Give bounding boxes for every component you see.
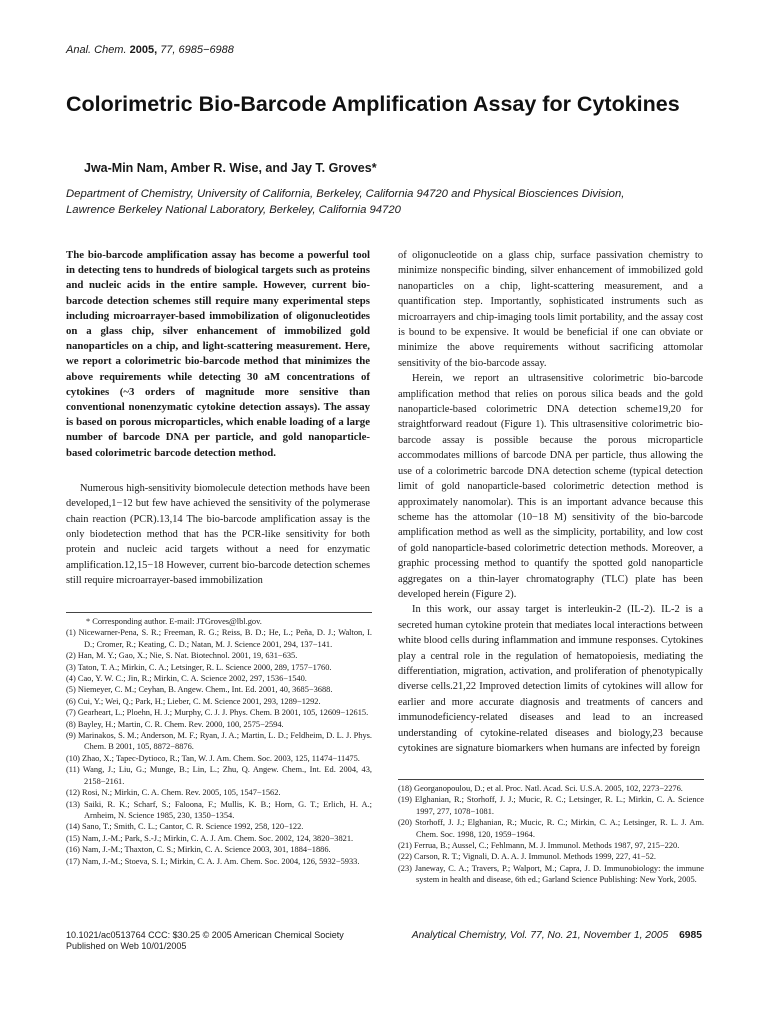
- corresponding-author-note: * Corresponding author. E-mail: JTGroves@lbl.gov.: [86, 617, 262, 626]
- article-title: Colorimetric Bio-Barcode Amplification Assay for Cytokines: [66, 92, 680, 116]
- reference-1: (1) Nicewarner-Pena, S. R.; Freeman, R. G.; Reiss, B. D.; He, L.; Peña, D. J.; Walton, I. D.; Cromer, R.; Keating, C. D.; Natan, M. J. Science 2001, 294, 137−141.: [66, 628, 372, 649]
- footer-doi: 10.1021/ac0513764 CCC: $30.25 © 2005 American Chemical Society: [66, 930, 344, 940]
- intro-paragraph: Numerous high-sensitivity biomolecule detection methods have been developed,1−12 but few have achieved the sensitivity of the polymerase chain reaction (PCR).13,14 The bio-barcode amplification assay is the only biodetection method that has the PCR-like sensitivity for both protein and nucleic acid targets without a need for enzymatic amplification.12,15−18 However, current bio-barcode detection schemes still require microarrayer-based immobilization: [66, 482, 370, 587]
- abstract: The bio-barcode amplification assay has become a powerful tool in detecting tens to hundreds of biological targets such as proteins and nucleic acids in the entire sample. However, current bio-barcode detection schemes still require many experimental steps including microarrayer-based immobilization of oligonucleotides on a glass chip, silver enhancement of immobilized gold nanoparticles on a chip, and light-scattering measurement. Here, we report a colorimetric bio-barcode method that minimizes the above requirements while detecting 30 aM concentrations of cytokines (~3 orders of magnitude more sensitive than conventional nonenzymatic cytokine detection assays). The assay is based on porous microparticles, which enable loading of a large number of barcode DNA per particle, and gold nanoparticle-based colorimetric barcode detection method.: [66, 249, 370, 459]
- body-paragraph-3: In this work, our assay target is interleukin-2 (IL-2). IL-2 is a secreted human cytokine protein that mediates local interactions between white blood cells during inflammation and immune responses. Cytokines play a central role in the regulation of hematopoiesis, mediating the differentiation, migration, activation, and proliferation of phenotypically diverse cells.21,22 Improved detection limits of cytokines will allow for earlier and more accurate diagnosis and treatments of cancers and immunodeficiency-related diseases and lead to an increased understanding of cytokine-related diseases and biology,23 because cytokines are signature biomarkers when humans are infected by foreign: [398, 604, 703, 754]
- references-right: [398, 779, 704, 886]
- footer-doi-block: [66, 930, 344, 952]
- reference-3: (3) Taton, T. A.; Mirkin, C. A.; Letsinger, R. L. Science 2000, 289, 1757−1760.: [66, 662, 332, 672]
- reference-9: (9) Marinakos, S. M.; Anderson, M. F.; Ryan, J. A.; Martin, L. D.; Feldheim, D. L. J. Phys. Chem. B 2001, 105, 8872−8876.: [66, 731, 372, 752]
- footer-journal-block: [412, 930, 702, 941]
- reference-16: (16) Nam, J.-M.; Thaxton, C. S.; Mirkin, C. A. Science 2003, 301, 1884−1886.: [66, 845, 331, 855]
- author-list: Jwa-Min Nam, Amber R. Wise, and Jay T. Groves*: [84, 161, 377, 175]
- journal-year: 2005,: [129, 44, 158, 56]
- reference-17: (17) Nam, J.-M.; Stoeva, S. I.; Mirkin, C. A. J. Am. Chem. Soc. 2004, 126, 5932−5933.: [66, 856, 360, 866]
- journal-name: Anal. Chem.: [66, 44, 127, 56]
- reference-10: (10) Zhao, X.; Tapec-Dytioco, R.; Tan, W. J. Am. Chem. Soc. 2003, 125, 11474−11475.: [66, 753, 360, 763]
- affiliation-line-1: Department of Chemistry, University of California, Berkeley, California 94720 and Physical Biosciences Division,: [66, 188, 625, 200]
- reference-7: (7) Gearheart, L.; Ploehn, H. J.; Murphy, C. J. J. Phys. Chem. B 2001, 105, 12609−12615.: [66, 708, 369, 718]
- journal-pages: 6985−6988: [178, 44, 234, 56]
- reference-5: (5) Niemeyer, C. M.; Ceyhan, B. Angew. Chem., Int. Ed. 2001, 40, 3685−3688.: [66, 685, 333, 695]
- reference-11: (11) Wang, J.; Liu, G.; Munge, B.; Lin, L.; Zhu, Q. Angew. Chem., Int. Ed. 2004, 43, 2158−2161.: [66, 765, 372, 786]
- reference-4: (4) Cao, Y. W. C.; Jin, R.; Mirkin, C. A. Science 2002, 297, 1536−1540.: [66, 674, 307, 684]
- journal-reference: [66, 44, 234, 56]
- left-column: [66, 248, 370, 589]
- reference-18: (18) Georganopoulou, D.; et al. Proc. Natl. Acad. Sci. U.S.A. 2005, 102, 2273−2276.: [398, 784, 683, 793]
- reference-23: (23) Janeway, C. A.; Travers, P.; Walport, M.; Capra, J. D. Immunobiology: the immune system in health and disease, 6th ed.; Garland Science Publishing: New York, 2005.: [398, 863, 704, 885]
- footer-published-date: Published on Web 10/01/2005: [66, 941, 187, 951]
- references-left: [66, 612, 372, 867]
- reference-2: (2) Han, M. Y.; Gao, X.; Nie, S. Nat. Biotechnol. 2001, 19, 631−635.: [66, 651, 298, 661]
- body-paragraph-2: Herein, we report an ultrasensitive colorimetric bio-barcode amplification method that relies on porous silica beads and the gold nanoparticle-based colorimetric DNA detection scheme19,20 for straightforward readout (Figure 1). This ultrasensitive colorimetric bio-barcode assay is possible because the porous microparticle accommodates millions of barcode DNA per particle, thus allowing the use of a colorimetric barcode DNA detection scheme (typical detection limit of gold nanoparticle-based colorimetric detection method is approximately nanomolar). This is an important advance because this scheme has the attomolar (10−18 M) sensitivity of the bio-barcode amplification method as well as the simplicity, portability, and low cost of gold nanoparticle-based colorimetric detection methods. Moreover, a graphic processing method to quantify the spotted gold nanoparticle aggregates on a thin-layer chromatography (TLC) plate has been developed herein (Figure 2).: [398, 373, 703, 600]
- reference-20: (20) Storhoff, J. J.; Elghanian, R.; Mucic, R. C.; Mirkin, C. A.; Letsinger, R. L. J. Am. Chem. Soc. 1998, 120, 1959−1964.: [398, 818, 704, 839]
- reference-15: (15) Nam, J.-M.; Park, S.-J.; Mirkin, C. A. J. Am. Chem. Soc. 2002, 124, 3820−3821.: [66, 833, 354, 843]
- reference-21: (21) Ferrua, B.; Aussel, C.; Fehlmann, M. J. Immunol. Methods 1987, 97, 215−220.: [398, 841, 680, 851]
- affiliation: [66, 186, 716, 218]
- footer-journal-info: Analytical Chemistry, Vol. 77, No. 21, November 1, 2005: [411, 930, 669, 941]
- affiliation-line-2: Lawrence Berkeley National Laboratory, Berkeley, California 94720: [66, 204, 401, 216]
- reference-19: (19) Elghanian, R.; Storhoff, J. J.; Mucic, R. C.; Letsinger, R. L.; Mirkin, C. A. Science 1997, 277, 1078−1081.: [398, 795, 704, 816]
- reference-13: (13) Saiki, R. K.; Scharf, S.; Faloona, F.; Mullis, K. B.; Horn, G. T.; Erlich, H. A.; Arnheim, N. Science 1985, 230, 1350−1354.: [66, 799, 372, 820]
- right-column: [398, 248, 703, 756]
- reference-22: (22) Carson, R. T.; Vignali, D. A. A. J. Immunol. Methods 1999, 227, 41−52.: [398, 852, 657, 862]
- reference-8: (8) Bayley, H.; Martin, C. R. Chem. Rev. 2000, 100, 2575−2594.: [66, 719, 284, 729]
- reference-14: (14) Sano, T.; Smith, C. L.; Cantor, C. R. Science 1992, 258, 120−122.: [66, 822, 304, 832]
- reference-12: (12) Rosi, N.; Mirkin, C. A. Chem. Rev. 2005, 105, 1547−1562.: [66, 788, 281, 798]
- reference-6: (6) Cui, Y.; Wei, Q.; Park, H.; Lieber, C. M. Science 2001, 293, 1289−1292.: [66, 696, 321, 706]
- page-number: 6985: [679, 930, 702, 941]
- body-paragraph-1: of oligonucleotide on a glass chip, surface passivation chemistry to minimize nonspecific binding, silver enhancement of immobilized gold nanoparticles on a chip, light-scattering measurement, and a quantification step. Importantly, sophisticated instruments such as microarrayers and chip-imaging tools limit portability, and the assay cost is bound to be expensive. It would be beneficial if one can obviate or minimize the above requirements without sacrificing attomolar sensitivity of the bio-barcode assay.: [398, 250, 703, 369]
- journal-volume: 77,: [160, 44, 176, 56]
